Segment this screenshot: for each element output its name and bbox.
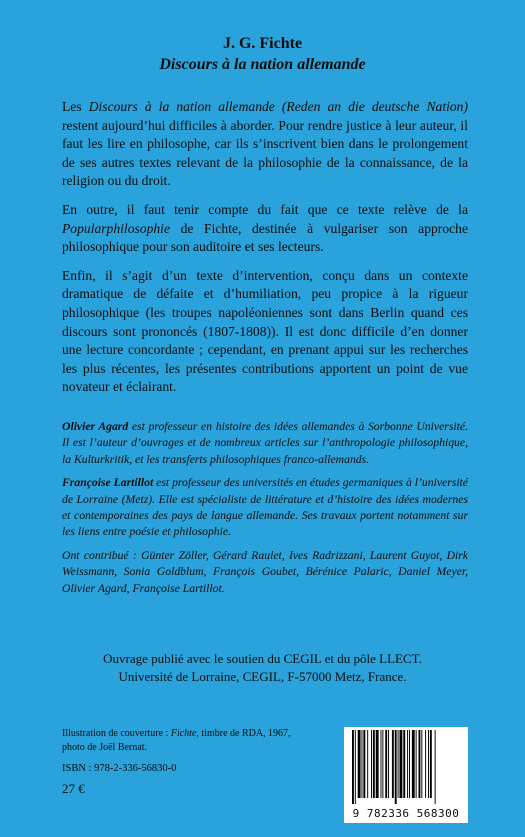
summary-paragraph-3: Enfin, il s’agit d’un texte d’intervention, conçu dans un contexte dramatique de défaite et d’humiliation, peu propice à la rigueur philosophique (les troupes napoléoniennes sont dans Berlin quand ces discours sont prononcés (1807-1808)). Il est donc difficile d’en donner une lecture concordante ; cependant, en prenant appui sur les recherches les plus récentes, les présentes contributions apportent un point de vue novateur et éclairant. [62, 267, 468, 395]
publication-support [0, 650, 525, 686]
bio-name: Françoise Lartillot [62, 476, 154, 490]
bio-name: Olivier Agard [62, 420, 129, 433]
bio-agard [62, 419, 468, 468]
header [0, 34, 525, 75]
author-name: J. G. Fichte [222, 35, 303, 52]
barcode [344, 727, 468, 823]
text-span: , timbre de RDA, 1967, [196, 728, 291, 739]
support-line-1: Ouvrage publié avec le soutien du CEGIL et du pôle LLECT. [103, 651, 422, 666]
bio-text: est professeur des universités en études germaniques à l’université de Lorraine (Metz). Elle est spécialiste de littérature et d’histoire des idées modernes et contemporaines des pays de langue allemande. Ses travaux portent notamment sur les liens entre poésie et philosophie. [62, 476, 468, 539]
italic-term: Popularphilosophie [62, 220, 170, 236]
credit-line-1 [62, 727, 322, 741]
italic-title: Discours à la nation allemande (Reden an die deutsche Nation) [88, 99, 468, 114]
summary-paragraph-1 [62, 98, 468, 191]
text-span: En outre, il faut tenir compte du fait que ce texte relève de la [62, 201, 468, 217]
support-line-2: Université de Lorraine, CEGIL, F-57000 Metz, France. [118, 669, 407, 684]
contributors: Ont contribué : Günter Zöller, Gérard Raulet, Ives Radrizzani, Laurent Guyot, Dirk Weissmann, Sonia Goldblum, François Goubet, Bérénice Palaric, Daniel Meyer, Olivier Agard, Françoise Lartillot. [62, 548, 468, 595]
text-span: Illustration de couverture : [62, 728, 171, 739]
price: 27 € [62, 781, 85, 796]
text-span: restent aujourd’hui difficiles à aborder. Pour rendre justice à leur auteur, il faut les lire en philosophe, car ils s’inscrivent bien dans le prolongement de ses autres textes relevant de la philosophie de la connaissance, de la religion ou du droit. [62, 117, 468, 189]
credit-line-2: photo de Joël Bernat. [62, 741, 147, 753]
text-span: Les [62, 99, 89, 114]
bio-text: est professeur en histoire des idées allemandes à Sorbonne Université. Il est l’auteur d’ouvrages et de nombreux articles sur l’anthropologie philosophique, la Kulturkritik, et les transferts philosophiques franco-allemands. [62, 420, 469, 466]
barcode-bars [348, 730, 464, 804]
bio-lartillot [62, 475, 468, 541]
text-span: de Fichte, destinée à vulgariser son approche philosophique pour son auditoire et ses lecteurs. [62, 220, 468, 255]
italic-title: Fichte [170, 728, 197, 739]
isbn: ISBN : 978-2-336-56830-0 [62, 763, 177, 774]
illustration-credit [62, 727, 322, 754]
author-bios [62, 419, 468, 604]
barcode-digits: 9 782336 568300 [352, 807, 460, 820]
book-title: Discours à la nation allemande [159, 56, 366, 73]
summary-paragraph-2 [62, 201, 468, 257]
summary [62, 98, 468, 407]
